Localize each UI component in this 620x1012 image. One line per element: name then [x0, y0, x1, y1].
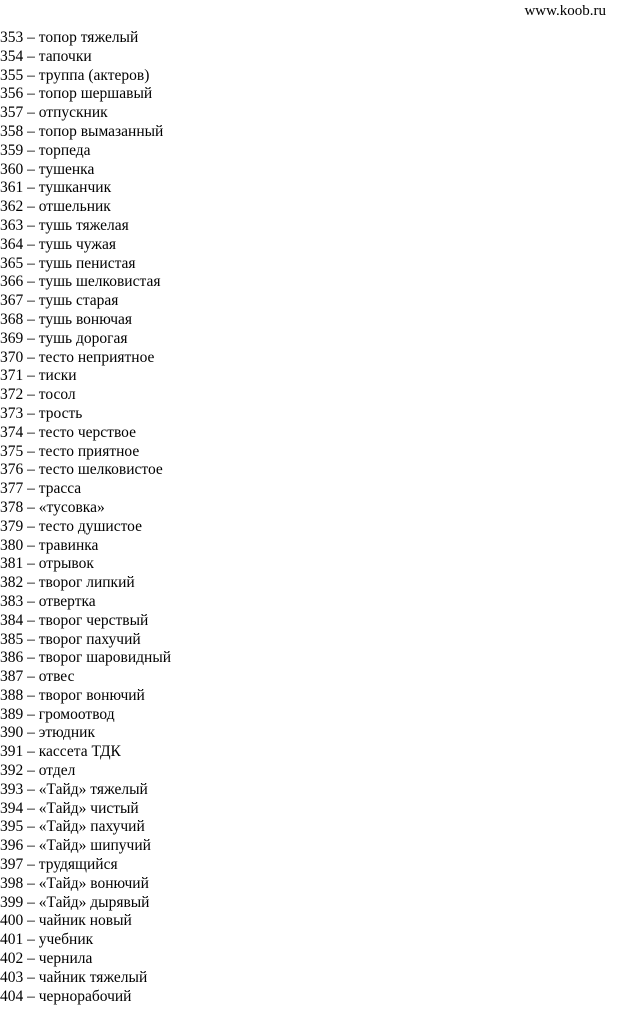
- list-item: [0, 255, 171, 274]
- entry-separator: –: [23, 104, 39, 122]
- entry-text: труппа (актеров): [38, 66, 150, 84]
- entry-separator: –: [23, 555, 39, 573]
- entry-text: тушь шелковистая: [38, 273, 161, 291]
- list-item: [0, 480, 171, 499]
- entry-text: травинка: [38, 536, 99, 554]
- entry-text: творог шаровидный: [38, 649, 172, 667]
- entry-separator: –: [23, 254, 39, 272]
- list-item: [0, 424, 171, 443]
- entry-text: творог вонючий: [38, 686, 145, 704]
- list-item: [0, 818, 171, 837]
- list-item: [0, 367, 171, 386]
- entry-separator: –: [23, 179, 39, 197]
- entry-text: «тусовка»: [38, 498, 105, 516]
- entry-text: «Тайд» дырявый: [38, 893, 150, 911]
- entry-number: 383: [0, 592, 24, 610]
- list-item: [0, 217, 171, 236]
- list-item: [0, 875, 171, 894]
- entry-separator: –: [23, 292, 39, 310]
- list-item: [0, 161, 171, 180]
- list-item: [0, 724, 171, 743]
- entry-number: 357: [0, 104, 24, 122]
- entry-text: тесто черствое: [38, 423, 136, 441]
- entry-number: 388: [0, 686, 24, 704]
- list-item: [0, 179, 171, 198]
- list-item: [0, 969, 171, 988]
- entry-separator: –: [23, 592, 39, 610]
- entry-separator: –: [23, 780, 39, 798]
- entry-number: 380: [0, 536, 24, 554]
- entry-number: 369: [0, 329, 24, 347]
- list-item: [0, 800, 171, 819]
- list-item: [0, 668, 171, 687]
- entry-separator: –: [23, 856, 39, 874]
- list-item: [0, 67, 171, 86]
- entry-number: 382: [0, 574, 24, 592]
- list-item: [0, 574, 171, 593]
- entry-separator: –: [23, 649, 39, 667]
- entry-number: 396: [0, 837, 24, 855]
- list-item: [0, 706, 171, 725]
- entry-number: 385: [0, 630, 24, 648]
- entry-text: «Тайд» тяжелый: [38, 780, 148, 798]
- entry-text: торпеда: [38, 141, 91, 159]
- entry-separator: –: [23, 874, 39, 892]
- list-item: [0, 894, 171, 913]
- entry-number: 395: [0, 818, 24, 836]
- entry-number: 364: [0, 235, 24, 253]
- list-item: [0, 123, 171, 142]
- entry-text: чайник новый: [38, 912, 132, 930]
- entry-number: 358: [0, 122, 24, 140]
- entry-number: 387: [0, 668, 24, 686]
- entry-separator: –: [23, 799, 39, 817]
- entry-number: 379: [0, 517, 24, 535]
- entry-text: отвертка: [38, 592, 96, 610]
- entry-number: 384: [0, 611, 24, 629]
- entry-text: учебник: [38, 931, 94, 949]
- entry-separator: –: [23, 273, 39, 291]
- entry-text: отдел: [38, 762, 76, 780]
- entry-number: 367: [0, 292, 24, 310]
- entry-separator: –: [23, 931, 39, 949]
- entry-text: трасса: [38, 480, 82, 498]
- entry-text: тушь старая: [38, 292, 119, 310]
- entry-number: 398: [0, 874, 24, 892]
- entry-separator: –: [23, 498, 39, 516]
- entry-number: 404: [0, 987, 24, 1005]
- list-item: [0, 649, 171, 668]
- entry-number: 400: [0, 912, 24, 930]
- entry-text: кассета ТДК: [38, 743, 121, 761]
- entry-separator: –: [23, 216, 39, 234]
- entry-separator: –: [23, 574, 39, 592]
- entry-separator: –: [23, 198, 39, 216]
- list-item: [0, 461, 171, 480]
- entry-separator: –: [23, 348, 39, 366]
- list-item: [0, 743, 171, 762]
- entry-separator: –: [23, 367, 39, 385]
- list-item: [0, 762, 171, 781]
- entry-text: громоотвод: [38, 705, 115, 723]
- list-item: [0, 29, 171, 48]
- entry-separator: –: [23, 762, 39, 780]
- entry-separator: –: [23, 517, 39, 535]
- entry-number: 390: [0, 724, 24, 742]
- entry-text: тушь вонючая: [38, 310, 132, 328]
- entry-text: топор шершавый: [38, 85, 153, 103]
- entry-text: тушь чужая: [38, 235, 117, 253]
- entry-text: тушь дорогая: [38, 329, 128, 347]
- entry-number: 392: [0, 762, 24, 780]
- entry-number: 360: [0, 160, 24, 178]
- entry-text: отпускник: [38, 104, 108, 122]
- entry-number: 376: [0, 461, 24, 479]
- entry-number: 355: [0, 66, 24, 84]
- entry-number: 402: [0, 950, 24, 968]
- entry-number: 401: [0, 931, 24, 949]
- entry-text: трудящийся: [38, 856, 118, 874]
- entry-separator: –: [23, 66, 39, 84]
- list-item: [0, 85, 171, 104]
- entry-number: 389: [0, 705, 24, 723]
- entry-separator: –: [23, 668, 39, 686]
- entry-text: «Тайд» вонючий: [38, 874, 149, 892]
- entry-text: тесто душистое: [38, 517, 142, 535]
- entry-separator: –: [23, 705, 39, 723]
- entry-number: 399: [0, 893, 24, 911]
- list-item: [0, 311, 171, 330]
- entry-text: тосол: [38, 386, 76, 404]
- entry-text: творог липкий: [38, 574, 135, 592]
- list-item: [0, 950, 171, 969]
- entry-separator: –: [23, 85, 39, 103]
- list-item: [0, 555, 171, 574]
- entry-separator: –: [23, 480, 39, 498]
- list-item: [0, 931, 171, 950]
- list-item: [0, 349, 171, 368]
- entry-text: чайник тяжелый: [38, 968, 148, 986]
- entry-number: 366: [0, 273, 24, 291]
- entry-number: 371: [0, 367, 24, 385]
- list-item: [0, 236, 171, 255]
- entry-separator: –: [23, 386, 39, 404]
- entry-text: творог пахучий: [38, 630, 141, 648]
- entry-text: тушканчик: [38, 179, 112, 197]
- entry-separator: –: [23, 423, 39, 441]
- entry-separator: –: [23, 743, 39, 761]
- entry-text: тесто неприятное: [38, 348, 155, 366]
- entry-number: 377: [0, 480, 24, 498]
- entry-number: 386: [0, 649, 24, 667]
- entry-text: топор вымазанный: [38, 122, 164, 140]
- entry-text: тушь пенистая: [38, 254, 136, 272]
- list-item: [0, 856, 171, 875]
- entry-number: 362: [0, 198, 24, 216]
- list-item: [0, 988, 171, 1007]
- entry-number: 403: [0, 968, 24, 986]
- entry-separator: –: [23, 141, 39, 159]
- entry-text: тесто шелковистое: [38, 461, 163, 479]
- entry-number: 365: [0, 254, 24, 272]
- list-item: [0, 781, 171, 800]
- entry-separator: –: [23, 29, 39, 46]
- entry-number: 381: [0, 555, 24, 573]
- entry-number: 373: [0, 404, 24, 422]
- entry-text: тушь тяжелая: [38, 216, 129, 234]
- list-item: [0, 837, 171, 856]
- entry-number: 378: [0, 498, 24, 516]
- entry-number: 354: [0, 47, 24, 65]
- entry-text: тиски: [38, 367, 77, 385]
- entry-text: «Тайд» пахучий: [38, 818, 145, 836]
- list-item: [0, 330, 171, 349]
- entry-text: творог черствый: [38, 611, 149, 629]
- entry-separator: –: [23, 893, 39, 911]
- entry-separator: –: [23, 912, 39, 930]
- entry-text: отвес: [38, 668, 75, 686]
- entry-number: 363: [0, 216, 24, 234]
- entry-text: «Тайд» чистый: [38, 799, 139, 817]
- entry-text: тесто приятное: [38, 442, 140, 460]
- entry-number: 361: [0, 179, 24, 197]
- entry-separator: –: [23, 47, 39, 65]
- list-item: [0, 48, 171, 67]
- entry-separator: –: [23, 310, 39, 328]
- entry-separator: –: [23, 329, 39, 347]
- entry-number: 374: [0, 423, 24, 441]
- list-item: [0, 292, 171, 311]
- entry-text: отшельник: [38, 198, 111, 216]
- entry-number: 397: [0, 856, 24, 874]
- list-item: [0, 537, 171, 556]
- entry-separator: –: [23, 235, 39, 253]
- entry-number: 368: [0, 310, 24, 328]
- entry-separator: –: [23, 724, 39, 742]
- entry-number: 353: [0, 29, 24, 46]
- entry-number: 394: [0, 799, 24, 817]
- entry-text: тушенка: [38, 160, 95, 178]
- entry-separator: –: [23, 686, 39, 704]
- list-item: [0, 273, 171, 292]
- list-item: [0, 612, 171, 631]
- list-item: [0, 593, 171, 612]
- entry-separator: –: [23, 160, 39, 178]
- entry-separator: –: [23, 837, 39, 855]
- list-item: [0, 631, 171, 650]
- entry-number: 359: [0, 141, 24, 159]
- entry-separator: –: [23, 630, 39, 648]
- entry-text: этюдник: [38, 724, 95, 742]
- list-item: [0, 518, 171, 537]
- entry-number: 372: [0, 386, 24, 404]
- entry-text: «Тайд» шипучий: [38, 837, 151, 855]
- entry-separator: –: [23, 987, 39, 1005]
- list-item: [0, 499, 171, 518]
- entry-number: 375: [0, 442, 24, 460]
- entry-text: топор тяжелый: [38, 29, 139, 46]
- entry-number: 370: [0, 348, 24, 366]
- list-item: [0, 405, 171, 424]
- entry-text: чернила: [38, 950, 93, 968]
- entry-text: чернорабочий: [38, 987, 132, 1005]
- entry-separator: –: [23, 950, 39, 968]
- entry-separator: –: [23, 461, 39, 479]
- entry-text: тапочки: [38, 47, 92, 65]
- entry-number: 391: [0, 743, 24, 761]
- entry-number: 356: [0, 85, 24, 103]
- word-list: [0, 29, 171, 1006]
- entry-separator: –: [23, 442, 39, 460]
- list-item: [0, 687, 171, 706]
- entry-separator: –: [23, 611, 39, 629]
- list-item: [0, 443, 171, 462]
- entry-separator: –: [23, 818, 39, 836]
- entry-separator: –: [23, 536, 39, 554]
- site-url: www.koob.ru: [524, 3, 606, 19]
- list-item: [0, 198, 171, 217]
- list-item: [0, 386, 171, 405]
- entry-number: 393: [0, 780, 24, 798]
- list-item: [0, 912, 171, 931]
- entry-separator: –: [23, 404, 39, 422]
- entry-text: отрывок: [38, 555, 94, 573]
- entry-text: трость: [38, 404, 83, 422]
- list-item: [0, 142, 171, 161]
- entry-separator: –: [23, 968, 39, 986]
- list-item: [0, 104, 171, 123]
- entry-separator: –: [23, 122, 39, 140]
